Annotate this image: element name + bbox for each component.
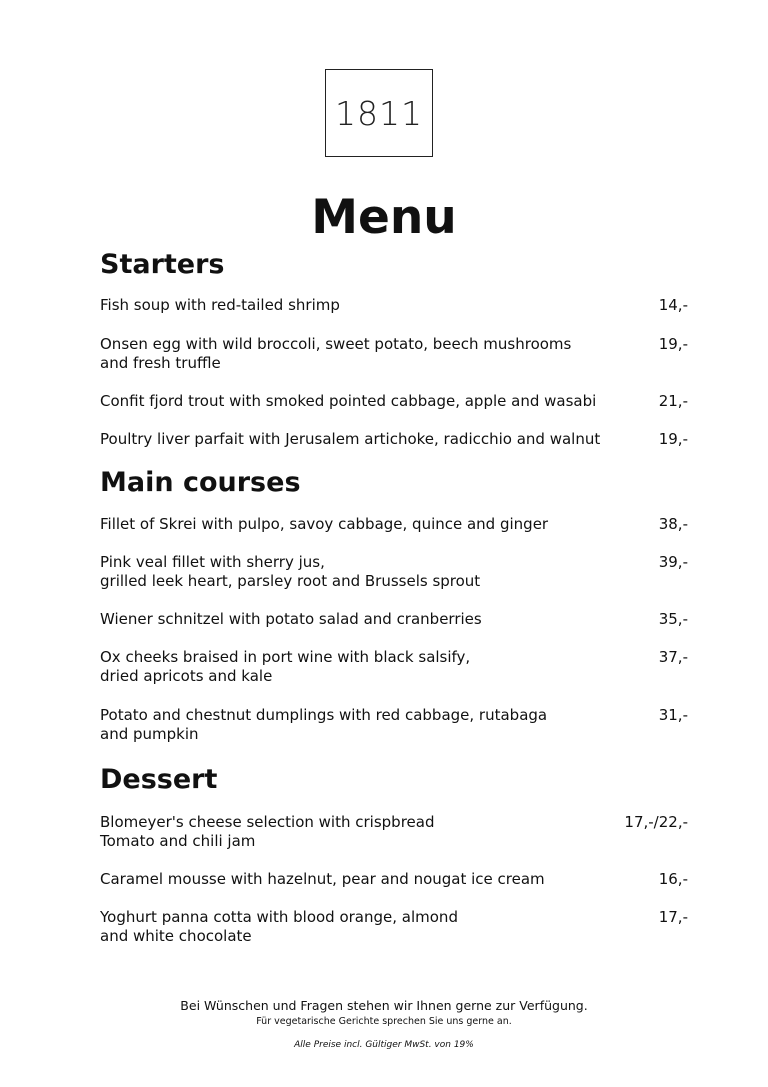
menu-item-main (100, 706, 688, 744)
dish-name: Poultry liver parfait with Jerusalem artichoke, radicchio and walnut (100, 430, 601, 448)
dish-name: Caramel mousse with hazelnut, pear and nougat ice cream (100, 870, 545, 888)
dish-price: 39,- (658, 553, 688, 571)
dish-price: 21,- (658, 392, 688, 410)
menu-item-starter (100, 430, 688, 449)
menu-item-starter (100, 392, 688, 411)
footer-vat-note: Alle Preise incl. Gültiger MwSt. von 19% (294, 1040, 474, 1050)
section-heading-main-courses: Main courses (100, 467, 301, 498)
dish-price: 19,- (658, 430, 688, 448)
dish-price: 37,- (658, 648, 688, 666)
menu-item-starter (100, 335, 688, 373)
dish-price: 38,- (658, 515, 688, 533)
dish-price: 19,- (658, 335, 688, 353)
menu-title: Menu (311, 190, 457, 245)
dish-name: Fish soup with red-tailed shrimp (100, 296, 340, 314)
footer-vegetarian-note: Für vegetarische Gerichte sprechen Sie uns gerne an. (256, 1016, 512, 1027)
menu-item-dessert (100, 813, 688, 851)
dish-price: 16,- (658, 870, 688, 888)
menu-item-dessert (100, 870, 688, 889)
dish-name: Ox cheeks braised in port wine with black salsify, dried apricots and kale (100, 648, 471, 685)
section-heading-dessert: Dessert (100, 764, 218, 795)
menu-item-starter (100, 296, 688, 315)
dish-name: Fillet of Skrei with pulpo, savoy cabbage, quince and ginger (100, 515, 549, 533)
menu-item-dessert (100, 908, 688, 946)
dish-price: 17,- (658, 908, 688, 926)
dish-name: Yoghurt panna cotta with blood orange, almond and white chocolate (100, 908, 458, 945)
section-heading-starters: Starters (100, 249, 225, 280)
dish-name: Confit fjord trout with smoked pointed cabbage, apple and wasabi (100, 392, 597, 410)
menu-item-main (100, 648, 688, 686)
dish-name: Onsen egg with wild broccoli, sweet potato, beech mushrooms and fresh truffle (100, 335, 572, 372)
menu-item-main (100, 553, 688, 591)
dish-name: Potato and chestnut dumplings with red cabbage, rutabaga and pumpkin (100, 706, 548, 743)
dish-name: Wiener schnitzel with potato salad and cranberries (100, 610, 482, 628)
menu-item-main (100, 610, 688, 629)
dish-name: Pink veal fillet with sherry jus, grilled leek heart, parsley root and Brussels sprout (100, 553, 481, 590)
menu-item-main (100, 515, 688, 534)
logo-text: 1811 (335, 93, 423, 133)
footer-note: Bei Wünschen und Fragen stehen wir Ihnen gerne zur Verfügung. (180, 998, 588, 1013)
dish-name: Blomeyer's cheese selection with crispbread Tomato and chili jam (100, 813, 435, 850)
dish-price: 17,-/22,- (624, 813, 688, 831)
dish-price: 14,- (658, 296, 688, 314)
dish-price: 35,- (658, 610, 688, 628)
restaurant-logo (325, 69, 433, 157)
dish-price: 31,- (658, 706, 688, 724)
